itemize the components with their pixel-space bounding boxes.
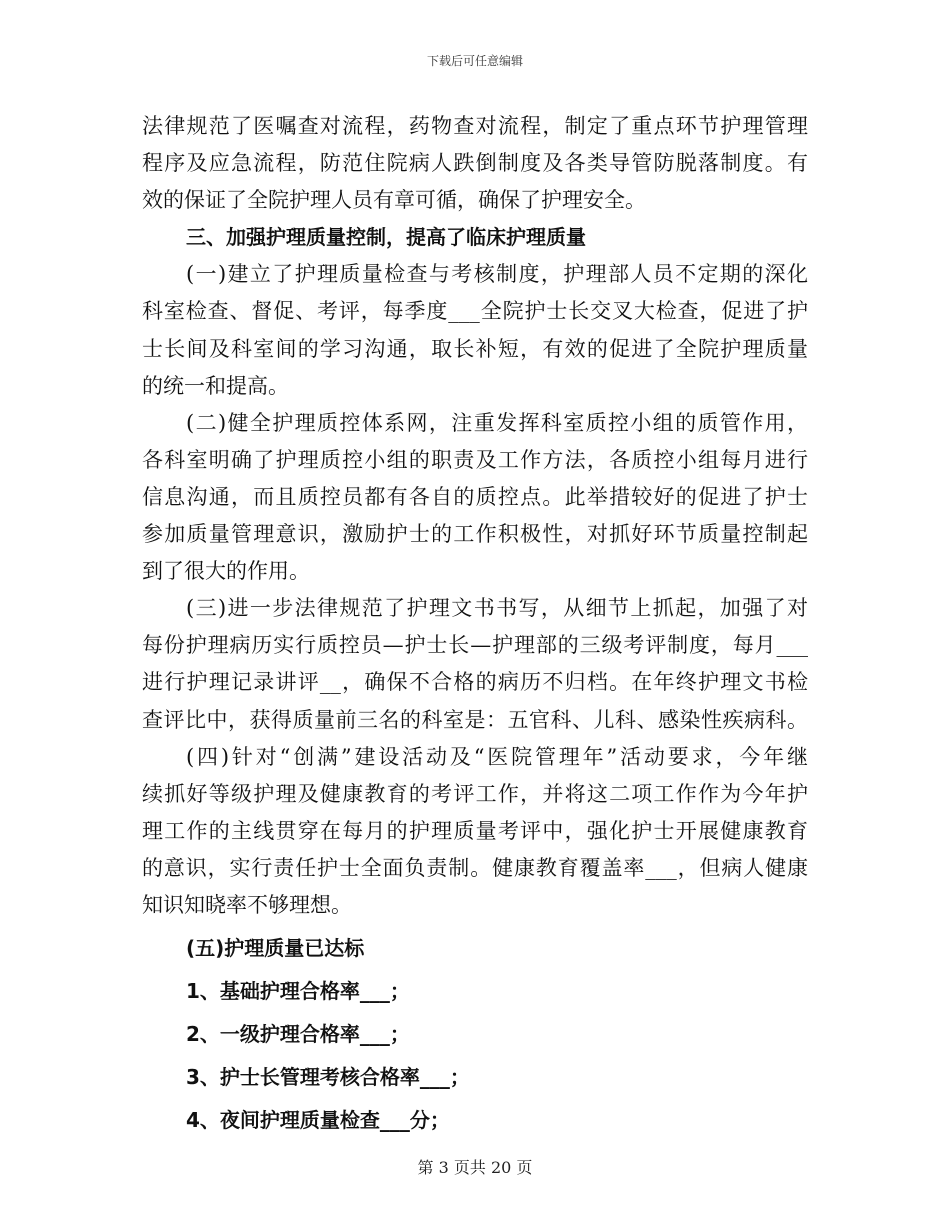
paragraph-line: 各科室明确了护理质控小组的职责及工作方法，各质控小组每月进行 [142, 447, 808, 472]
paragraph-line: 知识知晓率不够理想。 [142, 892, 352, 917]
paragraph-line: 科室检查、督促、考评，每季度___全院护士长交叉大检查，促进了护 [142, 299, 808, 324]
paragraph-line: 进行护理记录讲评__，确保不合格的病历不归档。在年终护理文书检 [142, 670, 808, 695]
paragraph-line: 士长间及科室间的学习沟通，取长补短，有效的促进了全院护理质量 [142, 336, 808, 361]
section-heading: 三、加强护理质量控制，提高了临床护理质量 [186, 225, 586, 250]
document-body [142, 108, 808, 1140]
subsection-heading: (五)护理质量已达标 [186, 936, 365, 961]
paragraph-line: 每份护理病历实行质控员—护士长—护理部的三级考评制度，每月___ [142, 633, 808, 658]
paragraph-line: 查评比中，获得质量前三名的科室是：五官科、儿科、感染性疾病科。 [142, 707, 808, 732]
paragraph-line: 理工作的主线贯穿在每月的护理质量考评中，强化护士开展健康教育 [142, 818, 808, 843]
paragraph-line: 的意识，实行责任护士全面负责制。健康教育覆盖率___，但病人健康 [142, 855, 808, 880]
paragraph-line: 信息沟通，而且质控员都有各自的质控点。此举措较好的促进了护士 [142, 484, 808, 509]
paragraph-line: 效的保证了全院护理人员有章可循，确保了护理安全。 [142, 188, 646, 213]
paragraph-line: (一)建立了护理质量检查与考核制度，护理部人员不定期的深化 [186, 262, 808, 287]
paragraph-line: (二)健全护理质控体系网，注重发挥科室质控小组的质管作用， [186, 410, 808, 435]
paragraph-line: 续抓好等级护理及健康教育的考评工作，并将这二项工作作为今年护 [142, 781, 808, 806]
paragraph-line: (三)进一步法律规范了护理文书书写，从细节上抓起，加强了对 [186, 596, 808, 621]
paragraph-line: 到了很大的作用。 [142, 559, 310, 584]
list-item: 4、夜间护理质量检查___分； [186, 1108, 450, 1133]
paragraph-line: 的统一和提高。 [142, 373, 289, 398]
list-item: 2、一级护理合格率___； [186, 1022, 410, 1047]
list-item: 1、基础护理合格率___； [186, 979, 410, 1004]
paragraph-line: (四)针对“创满”建设活动及“医院管理年”活动要求，今年继 [186, 744, 808, 769]
paragraph-line: 参加质量管理意识，激励护士的工作积极性，对抓好环节质量控制起 [142, 522, 808, 547]
paragraph-line: 程序及应急流程，防范住院病人跌倒制度及各类导管防脱落制度。有 [142, 151, 808, 176]
page-footer: 第 3 页共 20 页 [417, 1158, 533, 1177]
list-item: 3、护士长管理考核合格率___； [186, 1065, 470, 1090]
paragraph-line: 法律规范了医嘱查对流程，药物查对流程，制定了重点环节护理管理 [142, 114, 808, 138]
page-header: 下载后可任意编辑 [426, 54, 523, 68]
